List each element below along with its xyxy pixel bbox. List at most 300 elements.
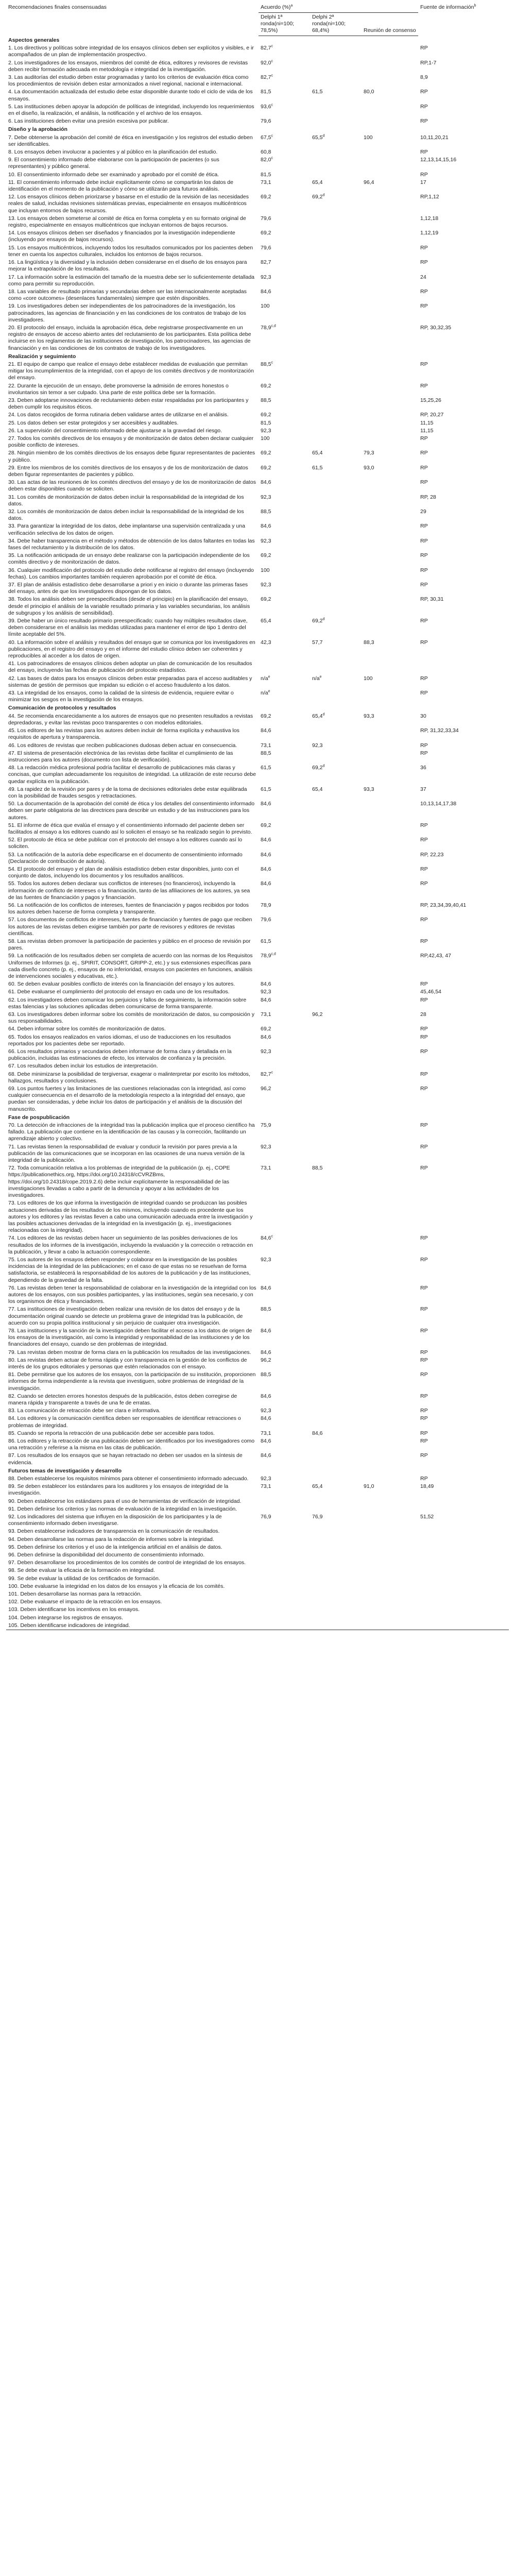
delphi-1-cell bbox=[259, 660, 310, 674]
source-cell: RP bbox=[420, 523, 428, 530]
section-heading: Diseño y la aprobación bbox=[8, 126, 67, 133]
delphi-1-cell bbox=[259, 1393, 310, 1407]
source-cell bbox=[418, 660, 509, 674]
delphi-1-cell-value: 100 bbox=[261, 567, 270, 573]
recommendation-text: 1. Los directivos y políticas sobre integridad de los ensayos clínicos deben ser explícitos y visibles, e ir acompañados de un plan de implementación prospectivo. bbox=[8, 45, 254, 58]
delphi-1-cell bbox=[259, 1357, 310, 1371]
recommendation-text: 16. La lingüística y la diversidad y la inclusión deben considerarse en el diseño de los ensayos para mejorar la extrapolación de los resultados. bbox=[8, 259, 247, 273]
table-body bbox=[6, 36, 509, 1630]
source-cell: RP bbox=[420, 1415, 428, 1422]
delphi-2-cell bbox=[310, 464, 362, 479]
delphi-2-cell bbox=[310, 537, 362, 552]
consensus-cell bbox=[362, 171, 418, 179]
recommendation-text: 72. Toda comunicación relativa a los problemas de integridad de la publicación (p. ej., COPE https://publicationethics.org, https://doi.org/10.24318/cCVRZBms, https://doi.org/10.24318/cope.2019.2.6) debe incluir explícitamente la responsabilidad de las investigaciones llevadas a cabo a partir de la denuncia y apoyar a las actividades de los investigadores. bbox=[8, 1165, 230, 1199]
recommendation-text: 89. Se deben establecer los estándares para los auditores y los ensayos de integridad de la investigación. bbox=[8, 1483, 229, 1497]
delphi-2-cell bbox=[310, 902, 362, 916]
source-cell: RP, 30,32,35 bbox=[420, 324, 451, 331]
consensus-cell bbox=[362, 244, 418, 259]
source-cell: RP bbox=[420, 1371, 428, 1378]
consensus-cell bbox=[362, 1622, 418, 1630]
consensus-cell bbox=[362, 1536, 418, 1544]
delphi-2-cell-value: 65,5 bbox=[312, 134, 323, 141]
source-cell: RP bbox=[420, 244, 428, 251]
recommendation-text: 63. Los investigadores deben informar sobre los comités de monitorización de datos, su composición y sus responsabilidades. bbox=[8, 1011, 255, 1025]
table-row bbox=[6, 229, 509, 244]
delphi-1-cell bbox=[259, 259, 310, 273]
consensus-cell bbox=[362, 1143, 418, 1165]
delphi-2-cell bbox=[310, 1567, 362, 1574]
recommendation-text: 11. El consentimiento informado debe incluir explícitamente cómo se compartirán los datos de identificación en el momento de la publicación y cómo se utilizarán para futuros análisis. bbox=[8, 179, 233, 193]
delphi-1-cell bbox=[259, 727, 310, 741]
table-row bbox=[6, 581, 509, 596]
delphi-2-cell bbox=[310, 552, 362, 566]
consensus-cell-value: 80,0 bbox=[364, 89, 374, 95]
recommendation-text: 28. Ningún miembro de los comités directivos de los ensayos debe figurar representantes de pacientes y público. bbox=[8, 450, 255, 463]
section-heading-row bbox=[6, 1113, 509, 1122]
consensus-cell bbox=[362, 274, 418, 288]
delphi-1-cell-value: 84,6 bbox=[261, 1393, 271, 1399]
source-cell bbox=[418, 1536, 509, 1544]
delphi-1-cell-footnote: c bbox=[271, 134, 273, 138]
delphi-1-cell bbox=[259, 215, 310, 229]
delphi-1-cell bbox=[259, 537, 310, 552]
table-row bbox=[6, 288, 509, 302]
delphi-1-cell bbox=[259, 74, 310, 88]
recommendation-text: 4. La documentación actualizada del estudio debe estar disponible durante todo el ciclo de vida de los ensayos. bbox=[8, 89, 253, 102]
table-row bbox=[6, 596, 509, 617]
consensus-cell bbox=[362, 361, 418, 382]
delphi-1-cell-value: 60,8 bbox=[261, 149, 271, 156]
delphi-1-cell bbox=[259, 1598, 310, 1606]
delphi-1-cell bbox=[259, 750, 310, 764]
delphi-1-cell-value: 84,6 bbox=[261, 996, 271, 1003]
recommendation-text: 68. Debe minimizarse la posibilidad de tergiversar, exagerar o malinterpretar por escrito los métodos, hallazgos, resultados y conclusiones. bbox=[8, 1071, 250, 1084]
delphi-1-cell bbox=[259, 59, 310, 74]
delphi-2-cell-value: 92,3 bbox=[312, 742, 323, 749]
consensus-cell-value: 88,3 bbox=[364, 639, 374, 646]
source-cell: RP bbox=[420, 582, 428, 588]
delphi-2-cell bbox=[310, 1551, 362, 1559]
recommendation-text: 77. Las instituciones de investigación deben realizar una revisión de los datos del ensayo y de la documentación original cuando se detecte un problema grave de integridad tras la publicación, de acuerdo con su propia política institucional y sin perjuicio de cualquier otra investigación. bbox=[8, 1306, 243, 1326]
header-agreement bbox=[259, 3, 418, 13]
table-row bbox=[6, 1622, 509, 1630]
delphi-1-cell-footnote: c bbox=[271, 44, 273, 48]
delphi-1-cell-value: 69,2 bbox=[261, 822, 271, 828]
table-row bbox=[6, 1437, 509, 1452]
consensus-cell bbox=[362, 1606, 418, 1614]
delphi-2-cell-value: 65,4 bbox=[312, 450, 323, 456]
recommendation-text: 50. La documentación de la aprobación del comité de ética y los detalles del consentimiento informado deben ser parte obligatoria de las directrices para describir un estudio y de las instrucciones para los autores. bbox=[8, 801, 255, 821]
consensus-cell bbox=[362, 522, 418, 537]
delphi-1-cell-value: 92,3 bbox=[261, 274, 271, 280]
delphi-2-cell bbox=[310, 851, 362, 866]
delphi-1-cell bbox=[259, 1505, 310, 1513]
delphi-1-cell bbox=[259, 1513, 310, 1528]
consensus-cell-value: 100 bbox=[364, 675, 373, 682]
delphi-1-cell-value: 84,6 bbox=[261, 523, 271, 530]
consensus-cell bbox=[362, 617, 418, 639]
delphi-2-cell bbox=[310, 148, 362, 156]
delphi-1-cell bbox=[259, 880, 310, 902]
table-row bbox=[6, 1327, 509, 1349]
recommendation-text: 8. Los ensayos deben involucrar a pacientes y al público en la planificación del estudio. bbox=[8, 149, 218, 156]
source-cell: RP, 22,23 bbox=[420, 851, 444, 858]
table-row bbox=[6, 324, 509, 352]
delphi-2-cell-footnote: d bbox=[322, 134, 325, 138]
delphi-1-cell bbox=[259, 1528, 310, 1535]
delphi-1-cell bbox=[259, 1062, 310, 1070]
delphi-2-cell bbox=[310, 1284, 362, 1306]
source-cell bbox=[418, 1567, 509, 1574]
delphi-1-cell-value: 96,2 bbox=[261, 1357, 271, 1363]
table-row bbox=[6, 1498, 509, 1505]
delphi-1-cell bbox=[259, 1437, 310, 1452]
consensus-cell bbox=[362, 1033, 418, 1048]
table-row bbox=[6, 1071, 509, 1085]
header-source-sup: b bbox=[474, 4, 476, 8]
delphi-1-cell bbox=[259, 916, 310, 938]
table-row bbox=[6, 361, 509, 382]
delphi-1-cell-footnote: c bbox=[271, 74, 273, 78]
delphi-2-cell bbox=[310, 1544, 362, 1551]
table-row bbox=[6, 411, 509, 419]
delphi-1-cell-footnote: c bbox=[271, 103, 273, 107]
source-cell: RP bbox=[420, 1143, 428, 1150]
delphi-2-cell bbox=[310, 134, 362, 148]
recommendation-text: 22. Durante la ejecución de un ensayo, debe promoverse la admisión de errores honestos o involuntarios sin temor a ser culpado. Una parte de este política debe ser la formación. bbox=[8, 382, 229, 396]
section-heading: Realización y seguimiento bbox=[8, 353, 76, 360]
source-cell: RP bbox=[420, 822, 428, 828]
delphi-1-cell-value: 82,7 bbox=[261, 1071, 271, 1077]
delphi-1-cell-value: 69,2 bbox=[261, 382, 271, 389]
delphi-1-cell bbox=[259, 902, 310, 916]
table-row bbox=[6, 522, 509, 537]
table-row bbox=[6, 851, 509, 866]
header-source bbox=[418, 3, 509, 36]
source-cell: 18,49 bbox=[420, 1483, 434, 1490]
consensus-cell bbox=[362, 1164, 418, 1199]
table-row bbox=[6, 1164, 509, 1199]
delphi-2-cell bbox=[310, 1011, 362, 1025]
table-row bbox=[6, 215, 509, 229]
header-agreement-sup: a bbox=[290, 4, 293, 8]
delphi-1-cell-value: 69,2 bbox=[261, 552, 271, 559]
consensus-cell bbox=[362, 727, 418, 741]
delphi-2-cell-value: 88,5 bbox=[312, 1165, 323, 1172]
consensus-cell bbox=[362, 1327, 418, 1349]
delphi-2-cell bbox=[310, 288, 362, 302]
delphi-1-cell-value: 61,5 bbox=[261, 786, 271, 792]
source-cell: RP bbox=[420, 1033, 428, 1040]
delphi-1-cell bbox=[259, 148, 310, 156]
consensus-cell bbox=[362, 435, 418, 449]
delphi-1-cell-value: 78,9 bbox=[261, 953, 271, 959]
table-row bbox=[6, 1349, 509, 1357]
delphi-2-cell-footnote: d bbox=[322, 713, 325, 717]
source-cell: RP bbox=[420, 742, 428, 749]
consensus-cell bbox=[362, 1071, 418, 1085]
delphi-1-cell bbox=[259, 836, 310, 851]
delphi-2-cell-footnote: e bbox=[319, 675, 322, 679]
delphi-1-cell bbox=[259, 1452, 310, 1466]
table-row bbox=[6, 1505, 509, 1513]
delphi-2-cell-value: 61,5 bbox=[312, 89, 323, 95]
consensus-cell bbox=[362, 1505, 418, 1513]
consensus-cell bbox=[362, 508, 418, 522]
consensus-cell bbox=[362, 1357, 418, 1371]
recommendation-text: 64. Deben informar sobre los comités de monitorización de datos. bbox=[8, 1026, 166, 1032]
recommendation-text: 100. Debe evaluarse la integridad en los datos de los ensayos y la eficacia de los comités. bbox=[8, 1583, 225, 1589]
recommendation-text: 31. Los comités de monitorización de datos deben incluir la responsabilidad de la integridad de los datos. bbox=[8, 494, 244, 507]
consensus-cell bbox=[362, 639, 418, 660]
recommendation-text: 48. La redacción médica profesional podría facilitar el desarrollo de publicaciones más claras y concisas, que cumplan adecuadamente los requisitos de integridad. La utilización de este recurso debe quedar explícita en la publicación. bbox=[8, 765, 256, 785]
delphi-2-cell bbox=[310, 156, 362, 171]
header-consensus-meeting: Reunión de consenso bbox=[362, 13, 418, 36]
source-cell: RP bbox=[420, 103, 428, 110]
delphi-1-cell bbox=[259, 1614, 310, 1622]
source-cell bbox=[418, 1598, 509, 1606]
delphi-2-cell bbox=[310, 617, 362, 639]
table-row bbox=[6, 980, 509, 988]
recommendation-text: 101. Deben desarrollarse las normas para la retracción. bbox=[8, 1591, 142, 1598]
source-cell: RP bbox=[420, 1048, 428, 1055]
delphi-1-cell bbox=[259, 1559, 310, 1567]
table-row bbox=[6, 1614, 509, 1622]
delphi-1-cell bbox=[259, 1284, 310, 1306]
recommendation-text: 10. El consentimiento informado debe ser examinado y aprobado por el comité de ética. bbox=[8, 171, 219, 178]
delphi-2-cell bbox=[310, 274, 362, 288]
delphi-2-cell-value: 57,7 bbox=[312, 639, 323, 646]
table-row bbox=[6, 1575, 509, 1583]
delphi-1-cell bbox=[259, 596, 310, 617]
delphi-2-cell bbox=[310, 1407, 362, 1415]
table-row bbox=[6, 880, 509, 902]
table-row bbox=[6, 74, 509, 88]
source-cell bbox=[418, 1498, 509, 1505]
consensus-cell bbox=[362, 689, 418, 704]
delphi-1-cell bbox=[259, 302, 310, 324]
recommendation-text: 69. Los puntos fuertes y las limitaciones de las cuestiones relacionadas con la integridad, así como cualquier consecuencia en el desarrollo de la metodología respecto a la integridad del ensayo, que puedan ser consideradas, y debe incluir los datos de participación y el análisis de la discusión del manuscrito. bbox=[8, 1086, 246, 1112]
recommendation-text: 27. Todos los comités directivos de los ensayos y de monitorización de datos deben declarar cualquier posible conflicto de intereses. bbox=[8, 435, 254, 449]
delphi-1-cell-value: 92,3 bbox=[261, 1048, 271, 1055]
delphi-2-cell bbox=[310, 1393, 362, 1407]
source-cell: RP bbox=[420, 618, 428, 624]
delphi-1-cell bbox=[259, 1544, 310, 1551]
recommendation-text: 105. Deben identificarse indicadores de integridad. bbox=[6, 1622, 259, 1630]
delphi-1-cell bbox=[259, 427, 310, 435]
delphi-2-cell bbox=[310, 980, 362, 988]
delphi-1-cell bbox=[259, 581, 310, 596]
consensus-cell bbox=[362, 1234, 418, 1256]
section-heading: Aspectos generales bbox=[8, 37, 60, 43]
source-cell: RP bbox=[420, 149, 428, 156]
recommendation-text: 56. La notificación de los conflictos de intereses, fuentes de financiación y pagos recibidos por todos los autores deben hacerse de forma completa y transparente. bbox=[8, 902, 249, 916]
delphi-1-cell bbox=[259, 1407, 310, 1415]
header-delphi-1: Delphi 1ª ronda(ni=100; 78,5%) bbox=[259, 13, 310, 36]
delphi-2-cell bbox=[310, 1143, 362, 1165]
source-cell bbox=[418, 1551, 509, 1559]
delphi-1-cell bbox=[259, 1143, 310, 1165]
table-row bbox=[6, 103, 509, 117]
delphi-1-cell bbox=[259, 1122, 310, 1143]
source-cell: RP bbox=[420, 567, 428, 573]
consensus-cell bbox=[362, 302, 418, 324]
recommendation-text: 25. Los datos deben ser estar protegidos y ser accesibles y auditables. bbox=[8, 419, 179, 426]
source-cell: RP bbox=[420, 996, 428, 1003]
delphi-1-cell-value: 61,5 bbox=[261, 938, 271, 944]
delphi-2-cell bbox=[310, 193, 362, 215]
section-heading: Fase de pospublicación bbox=[8, 1114, 70, 1121]
table-row bbox=[6, 786, 509, 800]
recommendation-text: 38. Todos los análisis deben ser preespecificados (desde el principio) en la planificación del ensayo, desde el principio el análisis de la variable resultado primaria y las variables secundarias, los análisis de subgrupos y los análisis de sensibilidad). bbox=[8, 596, 250, 616]
delphi-1-cell-value: 84,6 bbox=[261, 479, 271, 486]
source-cell: 1,12,18 bbox=[420, 215, 439, 222]
consensus-cell bbox=[362, 419, 418, 427]
delphi-1-cell bbox=[259, 419, 310, 427]
consensus-cell bbox=[362, 938, 418, 952]
delphi-1-cell-value: 69,2 bbox=[261, 194, 271, 200]
delphi-2-cell bbox=[310, 916, 362, 938]
delphi-2-cell bbox=[310, 1349, 362, 1357]
source-cell: RP, 20,27 bbox=[420, 412, 444, 418]
table-row bbox=[6, 996, 509, 1011]
consensus-cell bbox=[362, 1598, 418, 1606]
consensus-cell bbox=[362, 866, 418, 880]
consensus-cell-value: 93,3 bbox=[364, 713, 374, 719]
delphi-1-cell-footnote: c,d bbox=[271, 324, 276, 328]
delphi-1-cell bbox=[259, 1483, 310, 1497]
delphi-1-cell-value: 88,5 bbox=[261, 1306, 271, 1313]
delphi-1-cell bbox=[259, 1011, 310, 1025]
table-row bbox=[6, 464, 509, 479]
recommendation-text: 54. El protocolo del ensayo y el plan de análisis estadístico deben estar disponibles, junto con el conjunto de datos, incluyendo los documentos y los resultados analíticos. bbox=[8, 866, 239, 879]
delphi-1-cell bbox=[259, 567, 310, 581]
delphi-2-cell bbox=[310, 1256, 362, 1284]
source-cell: RP bbox=[420, 537, 428, 544]
delphi-1-cell-value: 69,2 bbox=[261, 1026, 271, 1032]
recommendation-text: 6. Las instituciones deben evitar una presión excesiva por publicar. bbox=[8, 118, 169, 125]
recommendation-text: 46. Los editores de revistas que reciben publicaciones dudosas deben actuar en consecuencia. bbox=[8, 742, 237, 749]
delphi-2-cell bbox=[310, 1306, 362, 1327]
delphi-1-cell-value: 92,3 bbox=[261, 989, 271, 995]
consensus-cell bbox=[362, 567, 418, 581]
delphi-1-cell bbox=[259, 324, 310, 352]
delphi-1-cell-value: 73,1 bbox=[261, 179, 271, 185]
delphi-2-cell bbox=[310, 215, 362, 229]
source-cell: 8,9 bbox=[420, 74, 428, 81]
delphi-1-cell-value: 73,1 bbox=[261, 1430, 271, 1436]
recommendation-text: 67. Los resultados deben incluir los estudios de interpretación. bbox=[8, 1063, 158, 1070]
source-cell: 1,12,19 bbox=[420, 230, 439, 236]
source-cell: 28 bbox=[420, 1011, 426, 1018]
table-row bbox=[6, 1483, 509, 1497]
delphi-2-cell bbox=[310, 1371, 362, 1393]
table-row bbox=[6, 1415, 509, 1429]
delphi-1-cell-value: 79,6 bbox=[261, 917, 271, 923]
delphi-2-cell bbox=[310, 689, 362, 704]
delphi-1-cell-value: 100 bbox=[261, 435, 270, 442]
delphi-2-cell-value: 65,4 bbox=[312, 1483, 323, 1490]
table-row bbox=[6, 1536, 509, 1544]
delphi-1-cell-value: 92,3 bbox=[261, 427, 271, 434]
table-row bbox=[6, 171, 509, 179]
header-source-label: Fuente de información bbox=[420, 4, 474, 10]
delphi-2-cell bbox=[310, 596, 362, 617]
table-row bbox=[6, 1122, 509, 1143]
source-cell: RP bbox=[420, 89, 428, 95]
delphi-1-cell bbox=[259, 1199, 310, 1234]
delphi-1-cell bbox=[259, 288, 310, 302]
recommendation-text: 79. Las revistas deben mostrar de forma clara en la publicación los resultados de las investigaciones. bbox=[8, 1349, 251, 1355]
table-row bbox=[6, 1256, 509, 1284]
table-row bbox=[6, 508, 509, 522]
delphi-1-cell bbox=[259, 713, 310, 727]
delphi-2-cell bbox=[310, 117, 362, 125]
recommendation-text: 15. Los ensayos multicéntricos, incluyendo todos los resultados comunicados por los pacientes deben tener en cuenta los aspectos culturales, incluidos los entornos de bajos recursos. bbox=[8, 244, 253, 258]
delphi-1-cell bbox=[259, 397, 310, 411]
delphi-2-cell bbox=[310, 44, 362, 59]
delphi-1-cell bbox=[259, 1164, 310, 1199]
delphi-1-cell bbox=[259, 1622, 310, 1630]
delphi-2-cell bbox=[310, 1590, 362, 1598]
recommendation-text: 65. Todos los ensayos realizados en varios idiomas, el uso de traducciones en los resultados reportados por los pacientes debe ser reportado. bbox=[8, 1033, 231, 1047]
consensus-cell bbox=[362, 427, 418, 435]
table-row bbox=[6, 988, 509, 996]
table-row bbox=[6, 382, 509, 397]
consensus-cell bbox=[362, 1025, 418, 1033]
delphi-1-cell-value: 100 bbox=[261, 303, 270, 310]
source-cell bbox=[418, 1583, 509, 1590]
delphi-2-cell bbox=[310, 229, 362, 244]
delphi-2-cell-footnote: d bbox=[322, 193, 325, 197]
delphi-1-cell-value: 96,2 bbox=[261, 1086, 271, 1092]
source-cell: RP bbox=[420, 981, 428, 988]
consensus-cell bbox=[362, 44, 418, 59]
source-cell: 37 bbox=[420, 786, 426, 792]
table-row bbox=[6, 1234, 509, 1256]
recommendation-text: 32. Los comités de monitorización de datos deben incluir la responsabilidad de la integridad de los datos. bbox=[8, 509, 244, 522]
delphi-2-cell-value: 65,4 bbox=[312, 179, 323, 185]
source-cell: RP bbox=[420, 866, 428, 872]
delphi-2-cell bbox=[310, 581, 362, 596]
section-heading-row bbox=[6, 36, 509, 45]
recommendation-text: 23. Deben adoptarse innovaciones de reclutamiento deben estar respaldadas por los participantes y deben cumplir los requisitos éticos. bbox=[8, 397, 249, 411]
consensus-cell bbox=[362, 552, 418, 566]
delphi-1-cell-value: 88,5 bbox=[261, 361, 271, 367]
table-row bbox=[6, 1598, 509, 1606]
delphi-2-cell-value: 84,6 bbox=[312, 1430, 323, 1436]
delphi-1-cell bbox=[259, 88, 310, 103]
recommendation-text: 49. La rapidez de la revisión por pares y de la toma de decisiones editoriales debe estar equilibrada con la posibilidad de fraudes sesgos y retractaciones. bbox=[8, 786, 247, 799]
delphi-2-cell bbox=[310, 1606, 362, 1614]
source-cell bbox=[418, 1590, 509, 1598]
recommendation-text: 42. Las bases de datos para los ensayos clínicos deben estar preparadas para el acceso auditables y sistemas de gestión de permisos que impidan su edición o el acceso fraudulento a los datos. bbox=[8, 675, 252, 688]
recommendation-text: 36. Cualquier modificación del protocolo del estudio debe notificarse al registro del ensayo (incluyendo fechas). Los cambios importantes también requieren aprobación por el comité de ética. bbox=[8, 567, 254, 580]
delphi-2-cell bbox=[310, 74, 362, 88]
consensus-cell bbox=[362, 288, 418, 302]
recommendation-text: 2. Los investigadores de los ensayos, miembros del comité de ética, editores y revisores de revistas deben recibir formación adecuada en metodología e integridad de la investigación. bbox=[8, 59, 248, 73]
delphi-2-cell-value: 76,9 bbox=[312, 1514, 323, 1520]
delphi-1-cell bbox=[259, 822, 310, 836]
delphi-2-cell bbox=[310, 675, 362, 689]
delphi-1-cell bbox=[259, 1567, 310, 1574]
delphi-1-cell bbox=[259, 522, 310, 537]
delphi-1-cell bbox=[259, 1371, 310, 1393]
delphi-1-cell bbox=[259, 980, 310, 988]
delphi-2-cell bbox=[310, 727, 362, 741]
recommendation-text: 99. Se debe evaluar la utilidad de los certificados de formación. bbox=[8, 1575, 160, 1582]
delphi-1-cell bbox=[259, 1085, 310, 1113]
